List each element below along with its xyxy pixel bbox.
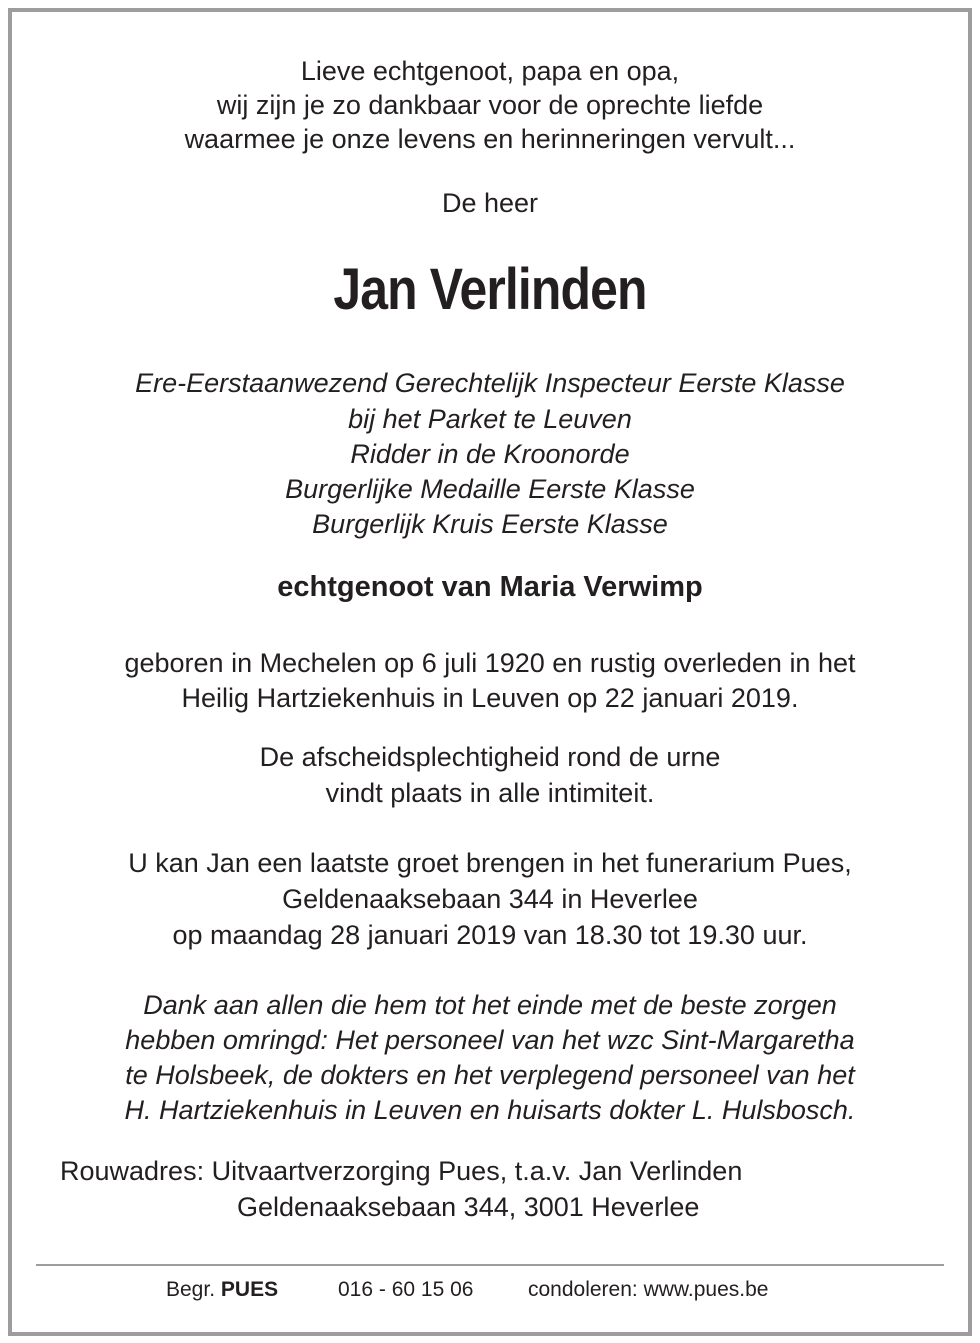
rouwadres-line2: Geldenaaksebaan 344, 3001 Heverlee [237,1192,700,1222]
footer-condolences: condoleren: www.pues.be [528,1278,769,1301]
footer-divider [36,1264,944,1266]
footer-phone: 016 - 60 15 06 [338,1278,474,1301]
thanks-line: te Holsbeek, de dokters en het verplegend personeel van het [125,1060,855,1090]
birth-death-line: geboren in Mechelen op 6 juli 1920 en rustig overleden in het [124,648,856,678]
intro-line: Lieve echtgenoot, papa en opa, [300,56,680,86]
intro-line: wij zijn je zo dankbaar voor de oprechte liefde [216,90,764,120]
salutation: De heer [441,188,539,218]
title-line: Ere-Eerstaanwezend Gerechtelijk Inspecteur Eerste Klasse [135,368,845,398]
deceased-name: Jan Verlinden [333,257,647,322]
title-line: Burgerlijk Kruis Eerste Klasse [312,509,668,539]
thanks-line: hebben omringd: Het personeel van het wzc Sint-Margaretha [125,1025,855,1055]
visitation-line: op maandag 28 januari 2019 van 18.30 tot 19.30 uur. [172,920,808,950]
footer-begr-label: Begr. [166,1278,216,1301]
spouse-line: echtgenoot van Maria Verwimp [277,571,703,603]
footer-undertaker [166,1278,278,1302]
thanks-line: H. Hartziekenhuis in Leuven en huisarts dokter L. Hulsbosch. [124,1095,856,1125]
thanks-line: Dank aan allen die hem tot het einde met de beste zorgen [143,990,837,1020]
footer-begr-name: PUES [220,1278,279,1301]
ceremony-line: De afscheidsplechtigheid rond de urne [259,742,721,772]
visitation-line: Geldenaaksebaan 344 in Heverlee [282,884,698,914]
title-line: bij het Parket te Leuven [348,404,632,434]
birth-death-line: Heilig Hartziekenhuis in Leuven op 22 januari 2019. [181,683,799,713]
rouwadres-line1: Rouwadres: Uitvaartverzorging Pues, t.a.v. Jan Verlinden [60,1156,743,1186]
visitation-line: U kan Jan een laatste groet brengen in het funerarium Pues, [128,848,852,878]
title-line: Burgerlijke Medaille Eerste Klasse [285,474,695,504]
ceremony-line: vindt plaats in alle intimiteit. [325,778,655,808]
title-line: Ridder in de Kroonorde [350,439,630,469]
intro-line: waarmee je onze levens en herinneringen vervult... [184,124,796,154]
